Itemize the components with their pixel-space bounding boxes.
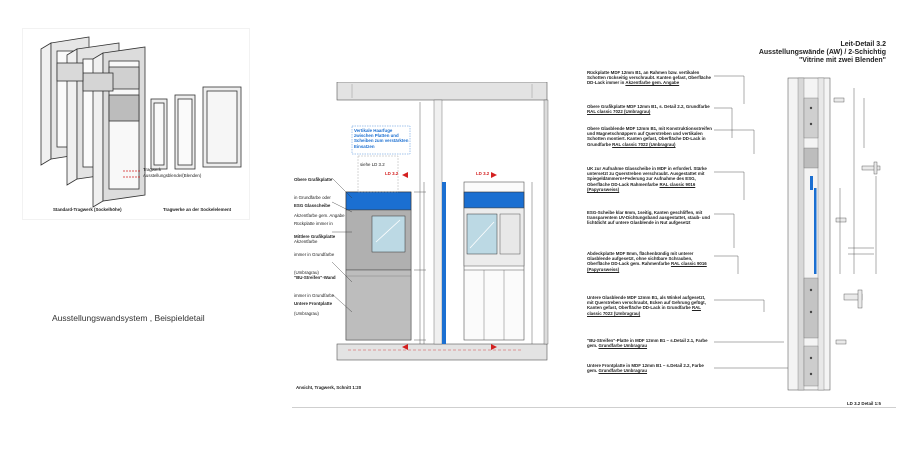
ld-reference: siehe LD 3.2 xyxy=(360,162,385,167)
detail-section-drawing xyxy=(714,68,894,398)
page-caption: Ausstellungswandsystem , Beispieldetail xyxy=(52,313,205,323)
section-marker-2: LD 3.2 xyxy=(476,171,490,176)
isometric-panel xyxy=(22,28,250,220)
sheet-divider xyxy=(292,407,896,408)
note-abdeckplatte: Abdeckplatte MDF 8mm, flächenbündig mit unterer Glasblende aufgesetzt, ohne sichtbare Schrauben, Oberfläche DD-Lack gem. Rahmenfarbe RAL classic 9016 (Papyrusweiss) xyxy=(587,251,707,272)
legend-blende: Ausstellungsblende/(Blenden) xyxy=(143,173,202,178)
note-uk-glasscheibe: UK zur Aufnahme Glasscheibe in MDF in erforderl. Stärke untersetzt zu Querstreben verschraubt. Ausgestattet mit Spiegeldämmern+Federung zur Aufnahme des ESG, Oberfläche DD-Lack Rahmenfarbe RAL classic 9016 (Papyrusweiss) xyxy=(587,166,707,192)
callout-bu-streifen: "BU-Streifen"-Wand immer in Grundfarbe (Umbragrau) xyxy=(294,275,336,316)
legend-tragwerk: Tragwerk xyxy=(143,167,162,172)
iso-label-left: Standard-Tragwerk (Sockelhöhe) xyxy=(53,207,122,212)
detail-footer: LD 3.2 Detail 1:5 xyxy=(847,401,881,406)
detail-header-line1: Leit-Detail 3.2 xyxy=(840,41,886,48)
isometric-drawing xyxy=(23,29,249,219)
callout-mittlere-grafikplatte: Mittlere Grafikplatte immer in Grundfarbe (Umbragrau) xyxy=(294,234,336,275)
detail-header xyxy=(700,41,886,65)
callout-untere-frontplatte: Untere Frontplatte xyxy=(294,301,333,306)
detail-header-line2: Ausstellungswände (AW) / 2-Schichtig xyxy=(758,49,886,56)
note-obere-glasblende: Obere Glasblende MDF 12mm B1, mit Konstruktionsstreifen und Magnetschnäppern auf Querstreben und vertikalen Schotten montiert. Kanten gefast, Oberfläche DD-Lack in Grundfarbe RAL classic 7022 (Umbragrau) xyxy=(587,126,712,147)
callout-obere-grafikplatte: Obere Grafikplatte in Grundfarbe oder Akzentfarbe gem. Angabe xyxy=(294,177,345,218)
callout-esg-glasscheibe: ESG Glasscheibe Rückplatte immer in Akzentfarbe xyxy=(294,203,333,244)
elevation-panel xyxy=(292,82,566,408)
iso-label-right: Tragwerke an der Sockelelement xyxy=(163,207,232,212)
note-rueckplatte: Rückplatte MDF 12mm B1, an Rahmen bzw. vertikalen Schotten rückseitig verschraubt. Kanten gefast, Oberfläche DD-Lack immer in Akzentfarbe gem. Angabe xyxy=(587,70,711,86)
section-marker-1: LD 3.2 xyxy=(385,171,399,176)
blue-note: Vertikale Haarfuge zwischen Platten und Scheiben zum verstärkten Einsatzen xyxy=(354,128,409,149)
detail-header-line3: "Vitrine mit zwei Blenden" xyxy=(798,57,886,64)
note-bu-streifen-platte: "BU-Streifen"-Platte in MDF 12mm B1 – s.Detail 2.1, Farbe gem. Grundfarbe Umbragrau xyxy=(587,338,708,349)
note-esg-scheibe: ESG-Scheibe klar 6mm, 1seitig, Kanten geschliffen, mit transparentem UV-Dichtungsband ausgestattet, staub- und lichtdicht auf untere Glasblende in Nut aufgesetzt xyxy=(587,210,710,226)
note-obere-grafikplatte: Obere Grafikplatte MDF 12mm B1, s. Detail 2.2, Grundfarbe RAL classic 7022 (Umbragrau) xyxy=(587,104,710,115)
note-untere-glasblende: Untere Glasblende MDF 12mm B1, als Winkel aufgesetzt, mit Querstreben verschraubt, Ecken auf Gehrung gefügt, Kanten gefast, Oberfläche DD-Lack in Grundfarbe RAL classic 7022 (Umbragrau) xyxy=(587,295,706,316)
elevation-caption: Ansicht, Tragwerk, Schnitt 1:20 xyxy=(296,385,362,390)
note-untere-frontplatte: Untere Frontplatte in MDF 12mm B1 – s.Detail 2.2, Farbe gem. Grundfarbe Umbragrau xyxy=(587,363,704,374)
